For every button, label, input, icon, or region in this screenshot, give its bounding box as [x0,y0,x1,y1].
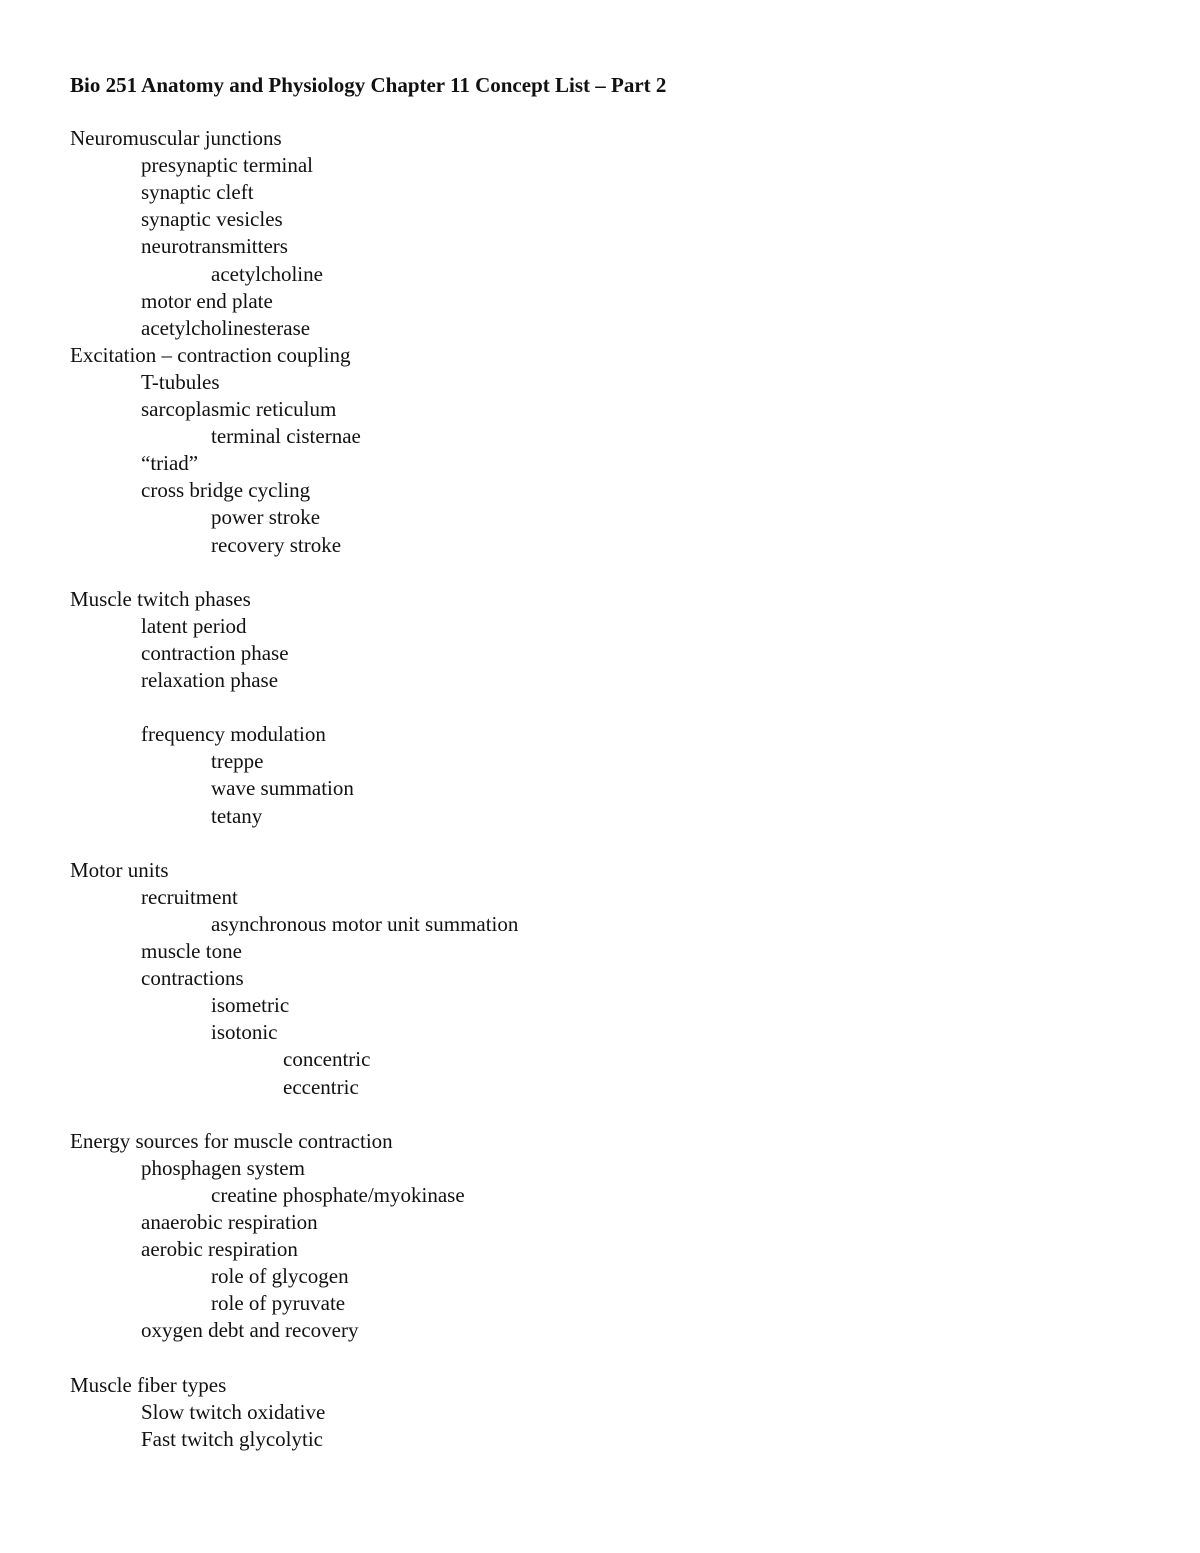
outline-item: creatine phosphate/myokinase [211,1182,465,1207]
outline-item: Slow twitch oxidative [141,1399,326,1424]
outline-item: recovery stroke [211,532,342,557]
outline-item: neurotransmitters [141,234,288,259]
outline-item: muscle tone [141,939,242,963]
outline-item: contractions [141,966,244,991]
outline-item: role of pyruvate [211,1291,346,1316]
outline-item: motor end plate [141,288,273,313]
outline-item: acetylcholinesterase [141,315,311,340]
outline-item: T-tubules [141,369,220,394]
outline-heading: Energy sources for muscle contraction [70,1128,393,1153]
outline-item: terminal cisternae [211,424,361,449]
outline-heading: Muscle twitch phases [70,586,251,611]
outline-item: frequency modulation [141,722,326,747]
outline-item: acetylcholine [211,261,323,286]
outline-item: sarcoplasmic reticulum [141,397,337,421]
outline-item: relaxation phase [141,668,279,692]
outline-item: tetany [211,803,263,828]
outline-item: “triad” [141,451,199,476]
outline-item: role of glycogen [211,1264,349,1289]
outline-item: concentric [283,1047,371,1072]
outline-item: Fast twitch glycolytic [141,1426,323,1451]
outline-item: treppe [211,749,264,774]
outline-item: aerobic respiration [141,1237,298,1262]
outline-item: wave summation [211,776,354,801]
outline-item: isotonic [211,1020,278,1045]
outline-item: contraction phase [141,640,289,665]
outline-item: eccentric [283,1074,359,1099]
outline-item: synaptic cleft [141,180,254,205]
outline-item: asynchronous motor unit summation [211,911,519,936]
outline-item: latent period [141,613,247,638]
outline-heading: Motor units [70,857,169,882]
outline-item: phosphagen system [141,1155,305,1180]
outline-item: anaerobic respiration [141,1210,318,1234]
outline-item: presynaptic terminal [141,153,314,178]
outline-item: recruitment [141,884,238,909]
outline-item: cross bridge cycling [141,478,311,503]
outline-heading: Muscle fiber types [70,1372,227,1397]
outline-item: isometric [211,993,290,1018]
outline-item: oxygen debt and recovery [141,1318,359,1343]
outline-item: synaptic vesicles [141,207,283,232]
outline-item: power stroke [211,505,321,530]
document-title: Bio 251 Anatomy and Physiology Chapter 11 Concept List – Part 2 [70,73,667,97]
outline-heading: Neuromuscular junctions [70,126,282,150]
outline-heading: Excitation – contraction coupling [70,342,351,367]
